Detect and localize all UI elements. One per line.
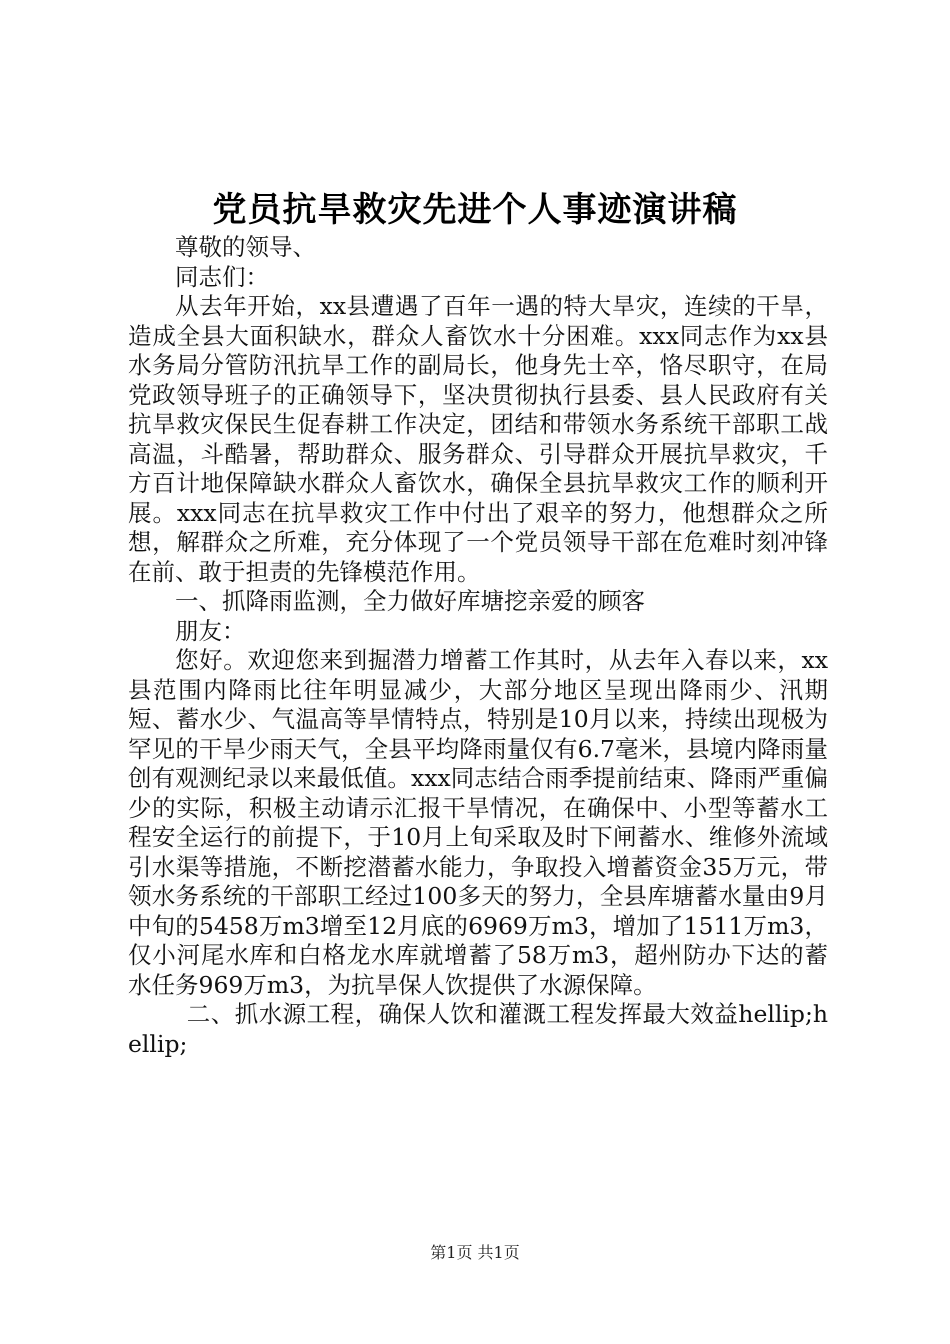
body-paragraph: 您好。欢迎您来到掘潜力增蓄工作其时，从去年入春以来，xx县范围内降雨比往年明显减少，大部分地区呈现出降雨少、汛期短、蓄水少、气温高等旱情特点，特别是10月以来，持续出现极为罕见的干旱少雨天气，全县平均降雨量仅有6.7毫米，县境内降雨量创有观测纪录以来最低值。xxx同志结合雨季提前结束、降雨严重偏少的实际，积极主动请示汇报干旱情况，在确保中、小型等蓄水工程安全运行的前提下，于10月上旬采取及时下闸蓄水、维修外流域引水渠等措施，不断挖潜蓄水能力，争取投入增蓄资金35万元，带领水务系统的干部职工经过100多天的努力，全县库塘蓄水量由9月中旬的5458万m3增至12月底的6969万m3，增加了1511万m3，仅小河尾水库和白格龙水库就增蓄了58万m3，超州防办下达的蓄水任务969万m3，为抗旱保人饮提供了水源保障。	[128, 646, 828, 999]
section-heading: 一、抓降雨监测，全力做好库塘挖亲爱的顾客	[175, 587, 645, 615]
salutation-line-1: 尊敬的领导、	[175, 233, 316, 261]
document-title: 党员抗旱救灾先进个人事迹演讲稿	[212, 190, 738, 230]
document-body	[128, 233, 828, 1059]
body-paragraph: 朋友：	[175, 616, 246, 645]
page-footer: 第1页 共1页	[430, 1243, 520, 1262]
salutation-line-2: 同志们：	[175, 262, 269, 291]
section-heading: 二、抓水源工程，确保人饮和灌溉工程发挥最大效益hellip;hellip;	[128, 1000, 828, 1058]
body-paragraph: 从去年开始，xx县遭遇了百年一遇的特大旱灾，连续的干旱，造成全县大面积缺水，群众人畜饮水十分困难。xxx同志作为xx县水务局分管防汛抗旱工作的副局长，他身先士卒，恪尽职守，在局党政领导班子的正确领导下，坚决贯彻执行县委、县人民政府有关抗旱救灾保民生促春耕工作决定，团结和带领水务系统干部职工战高温，斗酷暑，帮助群众、服务群众、引导群众开展抗旱救灾，千方百计地保障缺水群众人畜饮水，确保全县抗旱救灾工作的顺利开展。xxx同志在抗旱救灾工作中付出了艰辛的努力，他想群众之所想，解群众之所难，充分体现了一个党员领导干部在危难时刻冲锋在前、敢于担责的先锋模范作用。	[128, 292, 828, 586]
